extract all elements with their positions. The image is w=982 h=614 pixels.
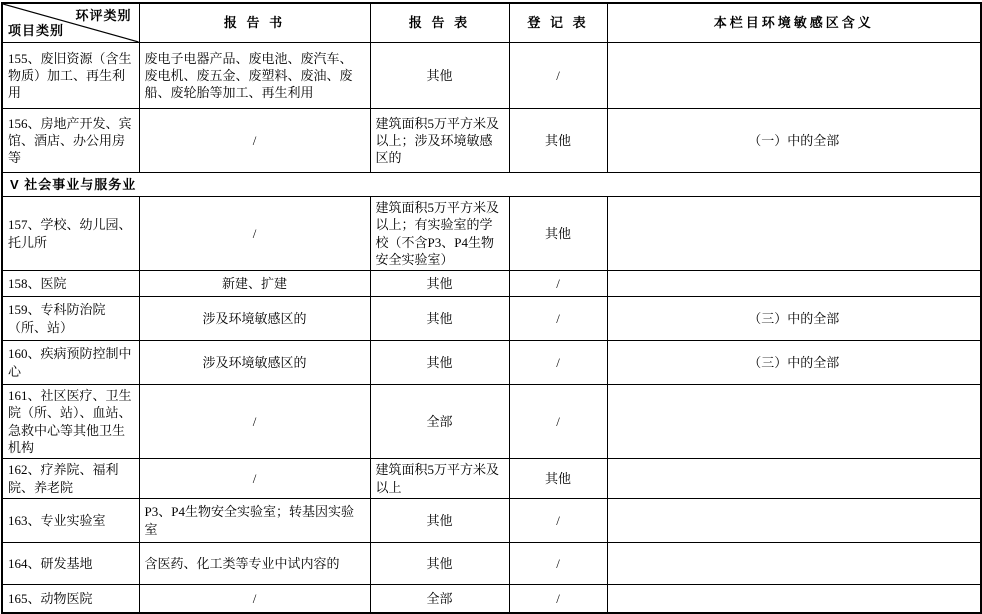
report-form-cell: 其他 <box>370 341 509 385</box>
report-book-cell: / <box>139 385 370 459</box>
sensitive-area-cell: （三）中的全部 <box>607 297 981 341</box>
table-row <box>2 459 981 499</box>
section-header-row <box>2 173 981 197</box>
table-row <box>2 499 981 543</box>
table-row <box>2 543 981 585</box>
report-form-cell: 其他 <box>370 43 509 109</box>
report-book-cell: / <box>139 585 370 613</box>
sensitive-area-cell <box>607 43 981 109</box>
column-header-report-book: 报 告 书 <box>139 3 370 43</box>
category-cell: 158、医院 <box>2 271 139 297</box>
category-cell: 160、疾病预防控制中心 <box>2 341 139 385</box>
category-cell: 155、废旧资源（含生物质）加工、再生利用 <box>2 43 139 109</box>
report-form-cell: 其他 <box>370 499 509 543</box>
report-book-cell: 含医药、化工类等专业中试内容的 <box>139 543 370 585</box>
section-header-label: V 社会事业与服务业 <box>2 173 981 197</box>
report-form-cell: 建筑面积5万平方米及以上；涉及环境敏感区的 <box>370 109 509 173</box>
category-cell: 162、疗养院、福利院、养老院 <box>2 459 139 499</box>
table-row <box>2 43 981 109</box>
report-form-cell: 建筑面积5万平方米及以上；有实验室的学校（不含P3、P4生物安全实验室） <box>370 197 509 271</box>
report-book-cell: / <box>139 197 370 271</box>
sensitive-area-cell: （三）中的全部 <box>607 341 981 385</box>
report-book-cell: 涉及环境敏感区的 <box>139 297 370 341</box>
eia-classification-table <box>1 2 982 614</box>
registration-form-cell: / <box>509 43 607 109</box>
report-form-cell: 其他 <box>370 543 509 585</box>
table-body <box>2 43 981 613</box>
table-row <box>2 385 981 459</box>
header-row <box>2 3 981 43</box>
sensitive-area-cell <box>607 499 981 543</box>
table-row <box>2 341 981 385</box>
sensitive-area-cell <box>607 585 981 613</box>
registration-form-cell: / <box>509 271 607 297</box>
category-cell: 164、研发基地 <box>2 543 139 585</box>
category-cell: 163、专业实验室 <box>2 499 139 543</box>
registration-form-cell: / <box>509 385 607 459</box>
report-book-cell: / <box>139 459 370 499</box>
sensitive-area-cell <box>607 271 981 297</box>
report-book-cell: P3、P4生物安全实验室；转基因实验室 <box>139 499 370 543</box>
corner-header-project-type: 项目类别 <box>8 22 65 38</box>
sensitive-area-cell: （一）中的全部 <box>607 109 981 173</box>
report-form-cell: 其他 <box>370 297 509 341</box>
report-book-cell: / <box>139 109 370 173</box>
category-cell: 159、专科防治院（所、站） <box>2 297 139 341</box>
report-form-cell: 全部 <box>370 585 509 613</box>
report-form-cell: 建筑面积5万平方米及以上 <box>370 459 509 499</box>
category-cell: 165、动物医院 <box>2 585 139 613</box>
category-cell: 161、社区医疗、卫生院（所、站）、血站、急救中心等其他卫生机构 <box>2 385 139 459</box>
corner-header-eia-type: 环评类别 <box>75 8 132 23</box>
registration-form-cell: / <box>509 543 607 585</box>
column-header-sensitive-area-meaning: 本栏目环境敏感区含义 <box>607 3 981 43</box>
category-cell: 156、房地产开发、宾馆、酒店、办公用房等 <box>2 109 139 173</box>
registration-form-cell: / <box>509 499 607 543</box>
sensitive-area-cell <box>607 385 981 459</box>
registration-form-cell: / <box>509 585 607 613</box>
report-book-cell: 废电子电器产品、废电池、废汽车、废电机、废五金、废塑料、废油、废船、废轮胎等加工、再生利用 <box>139 43 370 109</box>
column-header-report-form: 报 告 表 <box>370 3 509 43</box>
table-row <box>2 585 981 613</box>
sensitive-area-cell <box>607 197 981 271</box>
table-row <box>2 197 981 271</box>
category-cell: 157、学校、幼儿园、托儿所 <box>2 197 139 271</box>
registration-form-cell: 其他 <box>509 197 607 271</box>
report-form-cell: 其他 <box>370 271 509 297</box>
report-book-cell: 涉及环境敏感区的 <box>139 341 370 385</box>
registration-form-cell: 其他 <box>509 109 607 173</box>
corner-header-cell <box>2 3 139 43</box>
column-header-registration-form: 登 记 表 <box>509 3 607 43</box>
table-row <box>2 109 981 173</box>
registration-form-cell: 其他 <box>509 459 607 499</box>
table-row <box>2 271 981 297</box>
report-book-cell: 新建、扩建 <box>139 271 370 297</box>
registration-form-cell: / <box>509 297 607 341</box>
sensitive-area-cell <box>607 543 981 585</box>
report-form-cell: 全部 <box>370 385 509 459</box>
table-row <box>2 297 981 341</box>
registration-form-cell: / <box>509 341 607 385</box>
sensitive-area-cell <box>607 459 981 499</box>
